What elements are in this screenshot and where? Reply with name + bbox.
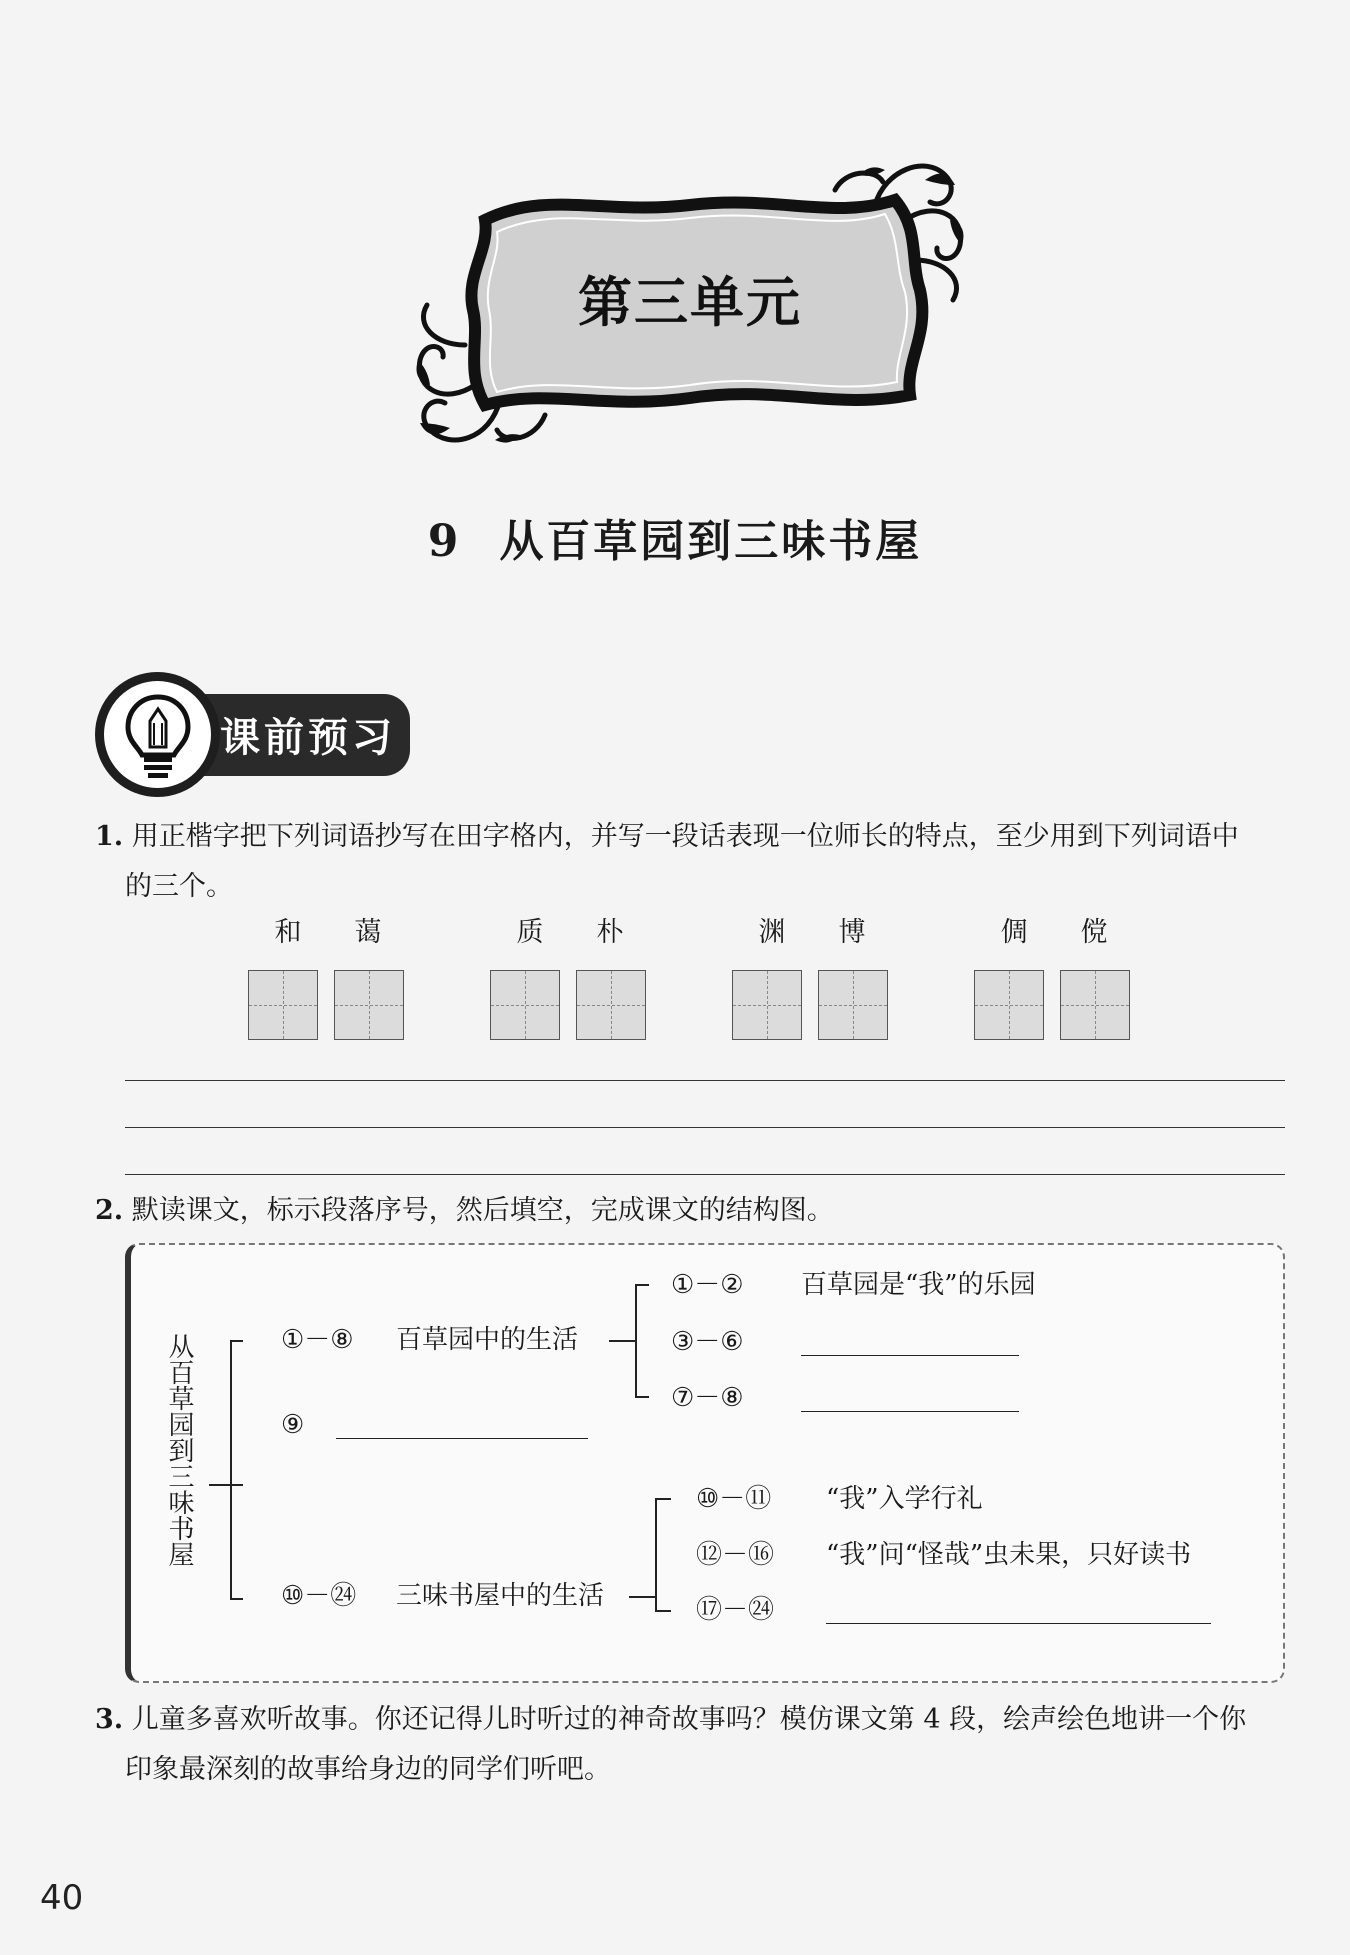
question-3 (95, 1695, 1285, 1795)
branch-label: 三味书屋中的生活 (396, 1581, 605, 1611)
branch-label: 百草园中的生活 (396, 1325, 579, 1355)
word-item (974, 910, 1134, 1040)
lightbulb-icon (95, 672, 220, 797)
tianzi-box[interactable] (732, 970, 802, 1040)
answer-line[interactable] (125, 1127, 1285, 1128)
branch-range: ⑨ (281, 1410, 305, 1440)
sub-label: 百草园是“我”的乐园 (801, 1270, 1036, 1300)
sub-range: ⑰－㉔ (696, 1595, 775, 1625)
tianzi-box[interactable] (1060, 970, 1130, 1040)
question-text-cont: 印象最深刻的故事给身边的同学们听吧。 (125, 1754, 611, 1785)
sub-label: “我”问“怪哉”虫未果，只好读书 (826, 1540, 1192, 1570)
lesson-title (0, 505, 1350, 569)
tianzi-box[interactable] (974, 970, 1044, 1040)
word-char: 傥 (1080, 917, 1108, 948)
lesson-number: 9 (427, 516, 462, 567)
unit-title: 第三单元 (578, 271, 802, 334)
question-number: 2. (95, 1195, 124, 1226)
tianzi-box[interactable] (818, 970, 888, 1040)
tianzi-box[interactable] (490, 970, 560, 1040)
question-text: 儿童多喜欢听故事。你还记得儿时听过的神奇故事吗？模仿课文第 4 段，绘声绘色地讲一个你 (131, 1704, 1247, 1735)
word-char: 蔼 (354, 917, 382, 948)
answer-line[interactable] (125, 1080, 1285, 1081)
section-header (95, 672, 415, 802)
tianzi-box[interactable] (334, 970, 404, 1040)
fill-blank[interactable] (336, 1408, 588, 1442)
word-item (490, 910, 650, 1040)
page-number: 40 (40, 1878, 84, 1918)
branch-range: ①－⑧ (281, 1325, 354, 1355)
question-text: 默读课文，标示段落序号，然后填空，完成课文的结构图。 (131, 1195, 834, 1226)
word-item (732, 910, 892, 1040)
tianzi-box[interactable] (248, 970, 318, 1040)
unit-banner (405, 160, 975, 450)
word-char: 质 (516, 917, 544, 948)
sub-range: ⑫－⑯ (696, 1540, 775, 1570)
sub-range: ①－② (671, 1270, 744, 1300)
word-char: 朴 (596, 917, 624, 948)
word-item (248, 910, 408, 1040)
word-char: 倜 (1000, 917, 1028, 948)
section-label: 课前预习 (220, 715, 396, 761)
question-1 (95, 812, 1285, 912)
structure-diagram (125, 1243, 1285, 1683)
question-number: 1. (95, 821, 124, 852)
question-text: 用正楷字把下列词语抄写在田字格内，并写一段话表现一位师长的特点，至少用到下列词语中 (131, 821, 1239, 852)
fill-blank[interactable] (826, 1593, 1211, 1627)
diagram-root-title: 从百草园到三味书屋 (164, 1333, 194, 1567)
word-char: 博 (838, 917, 866, 948)
answer-line[interactable] (125, 1174, 1285, 1175)
word-char: 渊 (758, 917, 786, 948)
fill-blank[interactable] (801, 1325, 1019, 1359)
sub-label: “我”入学行礼 (826, 1484, 983, 1514)
question-text-cont: 的三个。 (125, 871, 233, 902)
question-2 (95, 1186, 1285, 1236)
word-char: 和 (274, 917, 302, 948)
question-number: 3. (95, 1704, 124, 1735)
sub-range: ③－⑥ (671, 1327, 744, 1357)
fill-blank[interactable] (801, 1381, 1019, 1415)
lesson-name: 从百草园到三味书屋 (499, 516, 923, 567)
sub-range: ⑩－⑪ (696, 1484, 772, 1514)
tianzi-box[interactable] (576, 970, 646, 1040)
sub-range: ⑦－⑧ (671, 1383, 744, 1413)
branch-range: ⑩－㉔ (281, 1581, 357, 1611)
